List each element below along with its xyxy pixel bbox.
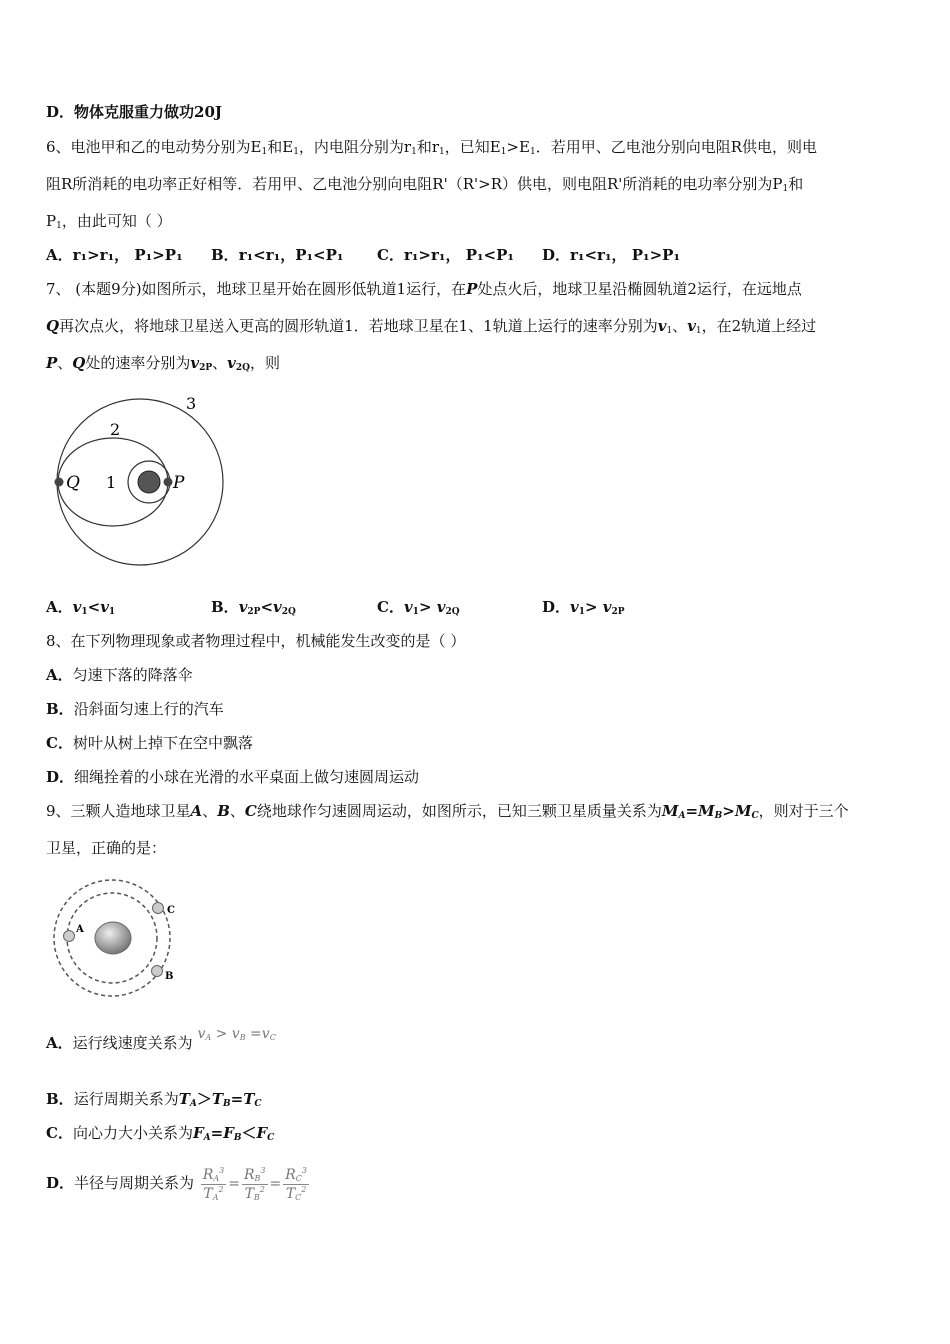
op: >	[215, 1026, 228, 1042]
var: v	[238, 598, 248, 616]
option-text: 半径与周期关系为	[74, 1174, 195, 1192]
sub: B	[223, 1099, 231, 1109]
var-v: v	[227, 354, 236, 372]
option-text: r₁<r₁， P₁>P₁	[570, 246, 681, 264]
q8-option-a[interactable]	[46, 664, 908, 686]
text: 绕地球作匀速圆周运动，如图所示，已知三颗卫星质量关系为	[256, 802, 662, 820]
label-2: 2	[110, 420, 121, 439]
text: 6、电池甲和乙的电动势分别为E	[46, 138, 262, 156]
text: 和E	[267, 138, 294, 156]
q6-stem-line2	[46, 173, 908, 195]
var: F	[192, 1124, 204, 1142]
sub: B	[254, 1173, 261, 1183]
label-p: P	[173, 473, 185, 493]
option-text: 运行周期关系为	[73, 1090, 179, 1108]
sub: 1	[56, 221, 62, 231]
var-p: P	[46, 354, 58, 372]
text: 、	[672, 317, 688, 335]
op: =	[230, 1090, 244, 1108]
op: >	[418, 598, 437, 616]
sym: T	[285, 1185, 296, 1202]
point-p	[164, 478, 173, 487]
sym: R	[285, 1166, 296, 1183]
sup: 3	[301, 1165, 307, 1175]
var-m: M	[734, 802, 752, 820]
option-text: 运行线速度关系为	[72, 1034, 193, 1052]
fraction-a	[201, 1166, 226, 1203]
q9-option-c[interactable]	[46, 1122, 908, 1144]
satellite-diagram	[50, 878, 190, 1000]
option-label: C．	[46, 734, 73, 752]
q9-stem-line1	[46, 800, 908, 822]
text: ，在2轨道上经过	[701, 317, 817, 335]
var-v: v	[190, 354, 200, 372]
var: F	[223, 1124, 234, 1142]
var: v	[403, 598, 413, 616]
var-q: Q	[46, 317, 60, 335]
sub: 2P	[199, 363, 213, 373]
sym: v	[197, 1026, 206, 1042]
sub: C	[295, 1173, 302, 1183]
sub: 1	[439, 147, 445, 157]
sub: 1	[293, 147, 299, 157]
option-text: 物体克服重力做功20J	[74, 103, 222, 121]
sub: B	[233, 1133, 242, 1143]
q7-option-d[interactable]	[542, 596, 625, 618]
text: 和r	[416, 138, 439, 156]
option-label: A．	[46, 1034, 73, 1052]
sub: C	[295, 1192, 302, 1202]
sub: 1	[666, 326, 673, 336]
var: v	[436, 598, 446, 616]
text: 、	[229, 802, 245, 820]
sub: 1	[578, 607, 585, 617]
text: ，由此可知（ ）	[61, 212, 172, 230]
op: >	[585, 598, 603, 616]
var-v: v	[687, 317, 696, 335]
text: 、	[57, 354, 73, 372]
text: 再次点火，将地球卫星送入更高的圆形轨道1．若地球卫星在1、1轨道上运行的速率分别为	[59, 317, 658, 335]
sub: C	[254, 1099, 262, 1109]
text: ，则	[249, 354, 280, 372]
sub: C	[267, 1133, 275, 1143]
fraction-b	[242, 1166, 268, 1203]
sup: 2	[259, 1184, 265, 1194]
q8-option-c[interactable]	[46, 732, 908, 754]
label-q: Q	[66, 473, 80, 493]
var-b: B	[217, 802, 230, 820]
var: T	[211, 1090, 224, 1108]
sub: B	[239, 1033, 246, 1042]
sup: 3	[219, 1165, 225, 1175]
op: =	[228, 1176, 240, 1192]
formula-velocity	[197, 1026, 275, 1042]
option-label: B．	[211, 246, 239, 264]
text: >E	[506, 138, 530, 156]
q7-option-b[interactable]	[211, 596, 296, 618]
sub: A	[205, 1033, 212, 1042]
fraction-c	[283, 1166, 309, 1203]
sub: C	[751, 811, 759, 821]
var: v	[570, 598, 579, 616]
q8-option-d[interactable]	[46, 766, 908, 788]
sub: A	[203, 1133, 211, 1143]
q9-option-a[interactable]	[46, 1026, 908, 1055]
option-label: D．	[542, 246, 571, 264]
sub: 1	[412, 607, 419, 617]
var: T	[178, 1090, 190, 1108]
sym: v	[231, 1026, 240, 1042]
sub: 1	[411, 147, 417, 157]
q9-option-b[interactable]	[46, 1088, 908, 1110]
sub: 2Q	[235, 363, 250, 373]
sub: 1	[108, 607, 116, 617]
option-label: D．	[46, 103, 75, 121]
option-text: r₁>r₁， P₁<P₁	[403, 246, 514, 264]
op: =	[250, 1026, 262, 1042]
q7-stem-line3	[46, 352, 908, 374]
option-label: B．	[211, 598, 239, 616]
sub: B	[253, 1192, 260, 1202]
option-text: 向心力大小关系为	[72, 1124, 193, 1142]
satellite-b	[152, 966, 163, 977]
q5-option-d	[46, 101, 908, 123]
q6-option-c[interactable]	[377, 244, 514, 266]
sym: T	[244, 1185, 254, 1202]
var-a: A	[190, 802, 203, 820]
q8-stem: 8、在下列物理现象或者物理过程中，机械能发生改变的是（ ）	[46, 632, 466, 650]
option-label: A．	[46, 666, 73, 684]
op: =	[685, 802, 699, 820]
text: 、	[212, 354, 228, 372]
label-1: 1	[106, 473, 117, 492]
q9-option-d[interactable]	[46, 1160, 908, 1207]
sub: 1	[529, 147, 536, 157]
op: ＜	[241, 1124, 257, 1142]
sym: R	[202, 1166, 214, 1183]
text: 9、三颗人造地球卫星	[46, 802, 191, 820]
text: 处的速率分别为	[85, 354, 191, 372]
text: 和	[788, 175, 804, 193]
q6-stem-line1	[46, 136, 908, 158]
sub: 1	[695, 326, 702, 336]
q7-option-c[interactable]	[377, 596, 460, 618]
q6-stem-line3	[46, 210, 908, 232]
sub: 2P	[611, 607, 625, 617]
sub: 1	[782, 184, 789, 194]
var-q: Q	[72, 354, 86, 372]
var-v: v	[657, 317, 667, 335]
text: P	[46, 212, 57, 230]
var-m: M	[661, 802, 679, 820]
sub: B	[714, 811, 723, 821]
option-label: C．	[377, 246, 404, 264]
op: ＞	[196, 1090, 212, 1108]
var-m: M	[698, 802, 715, 820]
sub: 2Q	[445, 607, 460, 617]
label-b: B	[165, 971, 174, 982]
option-label: A．	[46, 598, 73, 616]
text: ，则对于三个	[758, 802, 849, 820]
sub: 1	[81, 607, 88, 617]
op: >	[722, 802, 735, 820]
text: ，已知E	[444, 138, 501, 156]
option-label: B．	[46, 1090, 74, 1108]
option-text: r₁>r₁， P₁>P₁	[72, 246, 183, 264]
sub: A	[213, 1173, 220, 1183]
sub: A	[678, 811, 686, 821]
text: 7、 (本题9分)如图所示，地球卫星开始在圆形低轨道1运行，在	[46, 280, 467, 298]
op: <	[87, 598, 101, 616]
formula-kepler	[199, 1165, 311, 1202]
label-3: 3	[186, 394, 197, 413]
q6-option-b[interactable]	[211, 244, 343, 266]
option-text: 匀速下落的降落伞	[72, 666, 193, 684]
option-label: D．	[46, 768, 75, 786]
option-text: r₁<r₁，P₁<P₁	[238, 246, 344, 264]
sub: A	[189, 1099, 197, 1109]
sym: T	[203, 1185, 213, 1202]
text: 、	[202, 802, 218, 820]
op: <	[260, 598, 274, 616]
label-a: A	[76, 924, 84, 935]
option-text: 树叶从树上掉下在空中飘落	[72, 734, 253, 752]
var: v	[602, 598, 612, 616]
text: 处点火后，地球卫星沿椭圆轨道2运行，在远地点	[477, 280, 802, 298]
sub: 1	[500, 147, 507, 157]
sub: 1	[261, 147, 268, 157]
sym: R	[243, 1166, 255, 1183]
text: 阻R所消耗的电功率正好相等．若用甲、乙电池分别向电阻R'（R'>R）供电，则电阻R'所消耗的电功率分别为P	[46, 175, 783, 193]
sub: A	[212, 1192, 219, 1202]
satellite-c	[153, 903, 164, 914]
var: F	[256, 1124, 268, 1142]
q7-stem-line1	[46, 278, 908, 300]
text: ．若用甲、乙电池分别向电阻R供电，则电	[535, 138, 817, 156]
var: T	[243, 1090, 255, 1108]
earth-icon	[138, 471, 160, 493]
option-label: B．	[46, 700, 74, 718]
q6-option-d[interactable]	[542, 244, 680, 266]
orbit-diagram	[46, 388, 236, 578]
earth-icon	[95, 922, 131, 954]
satellite-a	[64, 931, 75, 942]
option-label: C．	[46, 1124, 73, 1142]
sym: v	[261, 1026, 270, 1042]
q9-stem-line2: 卫星，正确的是：	[46, 839, 167, 857]
q7-stem-line2	[46, 315, 908, 337]
q6-option-a[interactable]	[46, 244, 183, 266]
var-p: P	[466, 280, 478, 298]
option-label: D．	[542, 598, 571, 616]
option-text: 沿斜面匀速上行的汽车	[73, 700, 224, 718]
q7-option-a[interactable]	[46, 596, 115, 618]
text: ，内电阻分别为r	[298, 138, 412, 156]
option-label: C．	[377, 598, 404, 616]
var: v	[72, 598, 82, 616]
sub: C	[269, 1033, 276, 1042]
sup: 3	[260, 1165, 266, 1175]
q8-option-b[interactable]	[46, 698, 908, 720]
option-text: 细绳拴着的小球在光滑的水平桌面上做匀速圆周运动	[74, 768, 420, 786]
option-label: A．	[46, 246, 73, 264]
point-q	[55, 478, 64, 487]
var: v	[273, 598, 282, 616]
sup: 2	[218, 1184, 224, 1194]
var: v	[100, 598, 109, 616]
sup: 2	[301, 1184, 307, 1194]
op: =	[210, 1124, 224, 1142]
var-c: C	[244, 802, 257, 820]
option-label: D．	[46, 1174, 75, 1192]
sub: 2P	[247, 607, 261, 617]
label-c: C	[167, 905, 175, 916]
op: =	[269, 1176, 282, 1192]
sub: 2Q	[281, 607, 296, 617]
